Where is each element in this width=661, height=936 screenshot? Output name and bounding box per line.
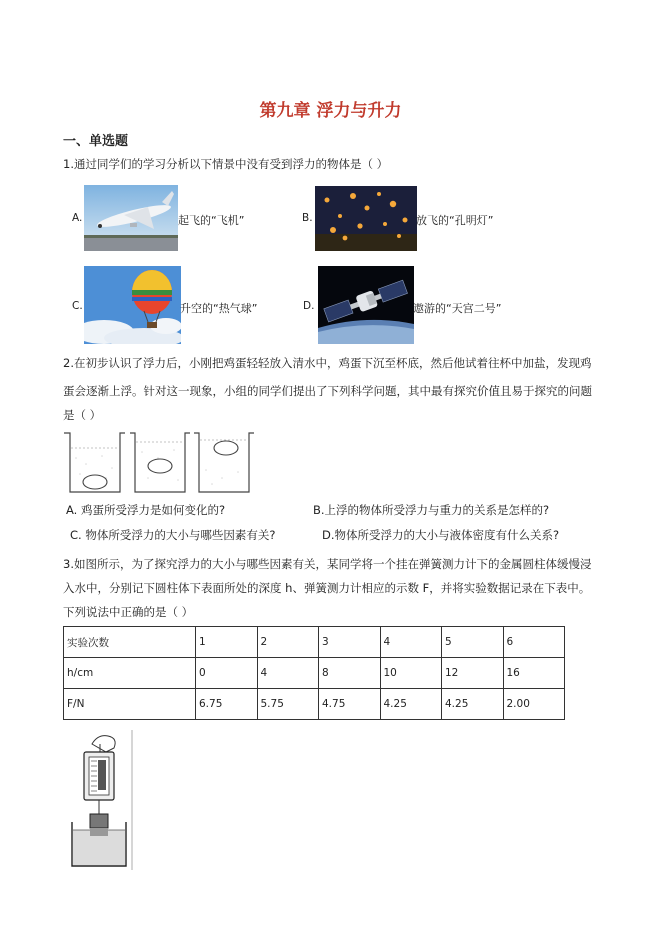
table-row xyxy=(64,658,565,689)
option-c-label: 升空的“热气球” xyxy=(180,302,258,315)
q2-option-d: D.物体所受浮力的大小与液体密度有什么关系? xyxy=(322,528,560,542)
option-d-letter: D. xyxy=(303,300,315,312)
section-heading: 一、单选题 xyxy=(63,134,129,149)
table-row xyxy=(64,689,565,720)
q2-option-b: B.上浮的物体所受浮力与重力的关系是怎样的? xyxy=(313,503,550,517)
table-cell: 4 xyxy=(380,627,442,658)
airplane-image xyxy=(84,185,178,251)
table-cell: 8 xyxy=(319,658,381,689)
table-cell: 10 xyxy=(380,658,442,689)
option-c-letter: C. xyxy=(72,300,83,312)
experiment-data-table xyxy=(63,626,565,720)
table-cell: 6 xyxy=(503,627,565,658)
q2-option-c: C. 物体所受浮力的大小与哪些因素有关? xyxy=(70,528,276,542)
question-3-stem-line1: 3.如图所示，为了探究浮力的大小与哪些因素有关，某同学将一个挂在弹簧测力计下的金属圆柱体缓慢浸 xyxy=(63,557,592,571)
question-3-stem-line3: 下列说法中正确的是（ ） xyxy=(63,605,194,619)
table-cell: 4.25 xyxy=(380,689,442,720)
table-cell: 12 xyxy=(442,658,504,689)
table-row xyxy=(64,627,565,658)
beakers-egg-image xyxy=(62,430,256,494)
table-cell: 2 xyxy=(257,627,319,658)
table-cell: 16 xyxy=(503,658,565,689)
table-cell: 4.25 xyxy=(442,689,504,720)
option-d-label: 遨游的“天宫二号” xyxy=(413,302,502,315)
option-a-letter: A. xyxy=(72,212,83,224)
question-3-stem-line2: 入水中，分别记下圆柱体下表面所处的深度 h、弹簧测力计相应的示数 F，并将实验数据记录在下表中。 xyxy=(63,581,591,595)
table-cell: 1 xyxy=(196,627,258,658)
table-cell: F/N xyxy=(64,689,196,720)
question-2-stem-line2: 蛋会逐渐上浮。针对这一现象，小组的同学们提出了下列科学问题，其中最有探究价值且易于探究的问题 xyxy=(63,384,592,398)
sky-lanterns-image xyxy=(315,186,417,251)
table-cell: 0 xyxy=(196,658,258,689)
table-cell: 3 xyxy=(319,627,381,658)
hot-air-balloon-image xyxy=(84,266,181,344)
table-cell: 4 xyxy=(257,658,319,689)
option-a-label: 起飞的“飞机” xyxy=(178,214,245,227)
table-cell: 实验次数 xyxy=(64,627,196,658)
question-1-stem: 1.通过同学们的学习分析以下情景中没有受到浮力的物体是（ ） xyxy=(63,157,389,171)
spring-scale-experiment-image xyxy=(62,730,134,870)
option-b-letter: B. xyxy=(302,212,313,224)
table-cell: 4.75 xyxy=(319,689,381,720)
option-b-label: 放飞的“孔明灯” xyxy=(416,214,494,227)
chapter-title: 第九章 浮力与升力 xyxy=(259,101,402,121)
question-2-stem-line1: 2.在初步认识了浮力后，小刚把鸡蛋轻轻放入清水中，鸡蛋下沉至杯底，然后他试着往杯中加盐，发现鸡 xyxy=(63,356,592,370)
question-2-stem-line3: 是（ ） xyxy=(63,408,102,422)
space-station-image xyxy=(318,266,414,344)
table-cell: 6.75 xyxy=(196,689,258,720)
table-cell: h/cm xyxy=(64,658,196,689)
table-cell: 5.75 xyxy=(257,689,319,720)
table-cell: 2.00 xyxy=(503,689,565,720)
q2-option-a: A. 鸡蛋所受浮力是如何变化的? xyxy=(66,503,226,517)
table-cell: 5 xyxy=(442,627,504,658)
